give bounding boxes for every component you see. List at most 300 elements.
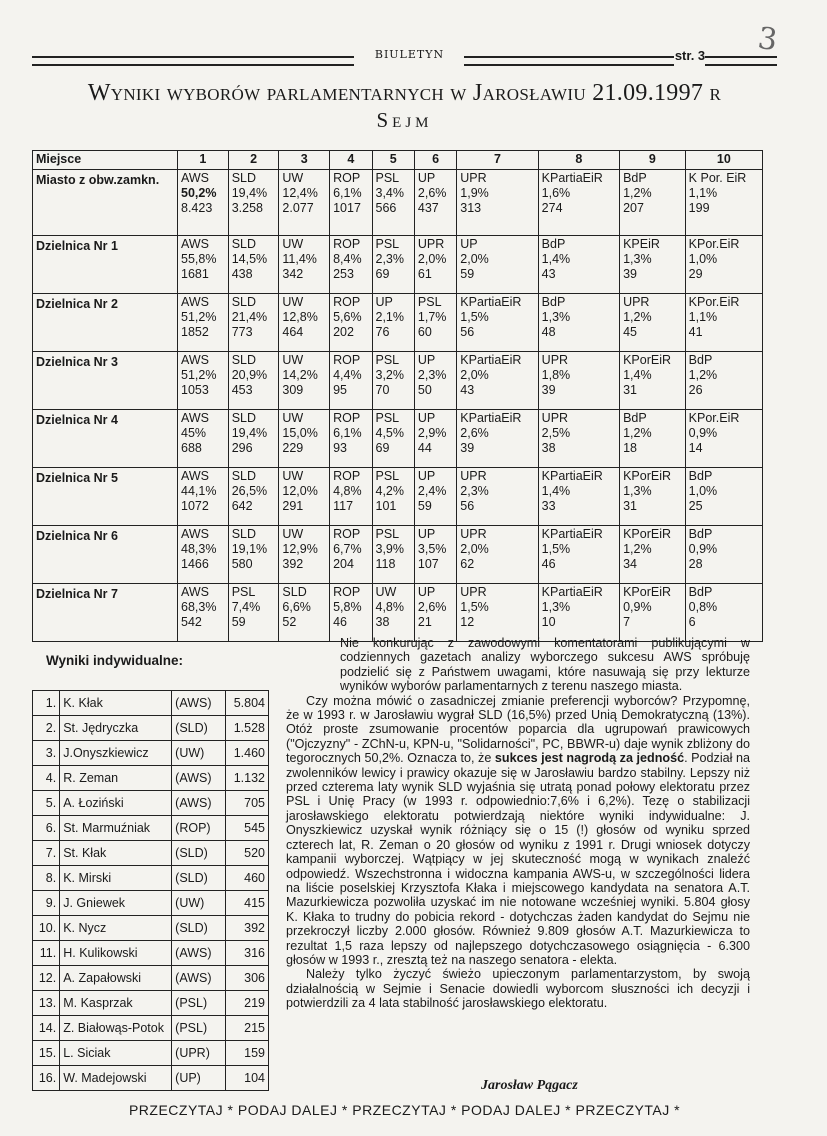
percent-value: 11,4%: [282, 252, 317, 266]
percent-value: 2,1%: [375, 310, 404, 324]
percent-value: 0,9%: [688, 426, 718, 440]
vote-count: 59: [231, 615, 246, 629]
percent-value: 2,3%: [460, 484, 489, 498]
percent-value: 2,6%: [460, 426, 489, 440]
result-cell: [178, 236, 229, 294]
result-cell: [178, 352, 229, 410]
vote-count: 199: [688, 201, 710, 215]
table-row: [33, 236, 763, 294]
percent-value: 1,4%: [623, 368, 652, 382]
vote-count: 38: [541, 441, 556, 455]
percent-value: 55,8%: [181, 252, 217, 266]
percent-value: 1,7%: [417, 310, 447, 324]
table-row: [33, 991, 269, 1016]
percent-value: 2,5%: [541, 426, 571, 440]
vote-count: 313: [460, 201, 482, 215]
vote-count: 39: [460, 441, 475, 455]
column-header: 6: [414, 151, 456, 170]
rank-number: 4.: [33, 766, 60, 791]
vote-count: 7: [623, 615, 631, 629]
party-name: ROP: [333, 469, 361, 483]
party-name: ROP: [333, 411, 361, 425]
percent-value: 1,3%: [541, 310, 571, 324]
percent-value: 4,5%: [375, 426, 404, 440]
candidate-party: (ROP): [172, 816, 225, 841]
result-cell: [178, 410, 229, 468]
vote-count: 61: [417, 267, 432, 281]
column-header: 5: [372, 151, 414, 170]
result-cell: [620, 294, 686, 352]
result-cell: [457, 468, 538, 526]
party-name: KPartiaEiR: [541, 171, 603, 185]
party-name: KPorEiR: [623, 469, 671, 483]
vote-count: 291: [282, 499, 304, 513]
vote-count: 69: [375, 441, 390, 455]
candidate-party: (AWS): [172, 941, 225, 966]
candidate-votes: 1.460: [225, 741, 268, 766]
header-rule: [464, 56, 674, 66]
candidate-votes: 5.804: [225, 691, 268, 716]
result-cell: [279, 236, 330, 294]
party-name: BdP: [541, 295, 566, 309]
party-name: UPR: [541, 411, 569, 425]
percent-value: 1,2%: [623, 426, 652, 440]
percent-value: 1,2%: [623, 542, 652, 556]
rank-number: 16.: [33, 1066, 60, 1091]
vote-count: 438: [231, 267, 253, 281]
party-name: SLD: [231, 469, 257, 483]
vote-count: 45: [623, 325, 637, 339]
percent-value: 8,4%: [333, 252, 362, 266]
column-header: 8: [538, 151, 619, 170]
percent-value: 2,0%: [460, 252, 489, 266]
rank-number: 11.: [33, 941, 60, 966]
party-name: BdP: [688, 353, 713, 367]
party-name: ROP: [333, 527, 361, 541]
party-name: ROP: [333, 237, 361, 251]
row-label: Dzielnica Nr 7: [33, 584, 178, 642]
vote-count: 43: [541, 267, 556, 281]
party-name: UPR: [623, 295, 650, 309]
candidate-votes: 460: [225, 866, 268, 891]
party-name: SLD: [231, 295, 257, 309]
result-cell: [330, 352, 372, 410]
table-row: [33, 1041, 269, 1066]
percent-value: 1,5%: [460, 600, 489, 614]
result-cell: [330, 584, 372, 642]
result-cell: [228, 294, 279, 352]
party-name: BdP: [541, 237, 566, 251]
result-cell: [372, 294, 414, 352]
result-cell: [279, 410, 330, 468]
candidate-party: (PSL): [172, 991, 225, 1016]
vote-count: 253: [333, 267, 354, 281]
vote-count: 39: [541, 383, 556, 397]
individual-results-title: Wyniki indywidualne:: [46, 653, 184, 668]
vote-count: 34: [623, 557, 637, 571]
bulletin-label: BIULETYN: [374, 48, 445, 61]
candidate-party: (UW): [172, 741, 225, 766]
row-label: Miasto z obw.zamkn.: [33, 170, 178, 236]
party-name: K Por. EiR: [688, 171, 747, 185]
table-row: [33, 791, 269, 816]
candidate-votes: 104: [225, 1066, 268, 1091]
row-label: Dzielnica Nr 3: [33, 352, 178, 410]
percent-value: 1,2%: [623, 186, 652, 200]
percent-value: 5,6%: [333, 310, 362, 324]
party-name: KPartiaEiR: [541, 585, 603, 599]
vote-count: 12: [460, 615, 475, 629]
party-name: PSL: [375, 353, 400, 367]
rank-number: 3.: [33, 741, 60, 766]
result-cell: [372, 410, 414, 468]
column-header: 1: [178, 151, 229, 170]
party-name: UW: [282, 295, 304, 309]
vote-count: 28: [688, 557, 703, 571]
candidate-votes: 306: [225, 966, 268, 991]
candidate-party: (AWS): [172, 791, 225, 816]
percent-value: 14,5%: [231, 252, 268, 266]
percent-value: 1,5%: [541, 542, 571, 556]
percent-value: 1,3%: [623, 484, 652, 498]
result-cell: [372, 526, 414, 584]
party-name: KPartiaEiR: [460, 411, 522, 425]
percent-value: 2,6%: [417, 600, 447, 614]
party-name: BdP: [688, 469, 713, 483]
result-cell: [279, 352, 330, 410]
percent-value: 5,8%: [333, 600, 362, 614]
result-cell: [538, 410, 619, 468]
result-cell: [620, 352, 686, 410]
percent-value: 2,9%: [417, 426, 447, 440]
party-name: SLD: [231, 527, 257, 541]
vote-count: 453: [231, 383, 253, 397]
candidate-votes: 215: [225, 1016, 268, 1041]
percent-value: 4,8%: [333, 484, 362, 498]
result-cell: [457, 526, 538, 584]
vote-count: 93: [333, 441, 348, 455]
vote-count: 18: [623, 441, 637, 455]
table-row: [33, 916, 269, 941]
party-name: KPorEiR: [623, 527, 671, 541]
percent-value: 12,4%: [282, 186, 318, 200]
vote-count: 62: [460, 557, 475, 571]
percent-value: 3,2%: [375, 368, 404, 382]
result-cell: [538, 170, 619, 236]
vote-count: 59: [460, 267, 475, 281]
article-text: . Podział na zwolenników lewicy i prawicy okazuje się w Jarosławiu bardzo stabilny. Lepszy niż przed czterema laty wynik SLD wyjaśnia się utratą ponad połowy elektoratu przez PSL i Unię Pracy (w 1993 r. odpowiednio:7,6% i 6,2%). Tezę o stabilizacji jarosławskiego elektoratu potwierdzają niektóre wyniki indywidualne: J. Onyszkiewicz uzyskał wynik różniący się o 15 (!) głosów od wyniku sprzed czterech lat, R. Zeman o 20 głosów od wyniku z 1991 r. Drugi wniosek dotyczy kampanii wyborczej. Wątpiący w jej skuteczność mogą w wynikach znaleźć odpowiedź. Wszechstronna i widoczna kampania AWS-u, w szczególności lidera na liście poselskiej Krzysztofa Kłaka i miejscowego kandydata na senatora A.T. Mazurkiewicza pozwoliła uzyskać im nie notowane wcześniej wyniki. 5.804 głosy K. Kłaka to trudny do pobicia rekord - dotychczas żaden kandydat do Sejmu nie przekroczył liczby 2.000 głosów. Również 9.809 głosów A.T. Mazurkiewicza to rezultat 1,5 raza lepszy od najlepszego dotychczasowego osiągnięcia - 6.300 głosów w 1993 r., zresztą też na naszego senatora - elekta.: [286, 751, 751, 967]
candidate-name: Z. Białowąs-Potok: [60, 1016, 172, 1041]
vote-count: 688: [181, 441, 202, 455]
result-cell: [457, 352, 538, 410]
candidate-name: W. Madejowski: [60, 1066, 172, 1091]
candidate-party: (UP): [172, 1066, 225, 1091]
column-header-place: Miejsce: [33, 151, 178, 170]
party-name: ROP: [333, 295, 361, 309]
party-name: UP: [460, 237, 478, 251]
result-cell: [372, 170, 414, 236]
percent-value: 48,3%: [181, 542, 217, 556]
rank-number: 1.: [33, 691, 60, 716]
vote-count: 14: [688, 441, 703, 455]
result-cell: [457, 294, 538, 352]
candidate-votes: 159: [225, 1041, 268, 1066]
result-cell: [414, 468, 456, 526]
party-name: KPartiaEiR: [541, 527, 603, 541]
table-row: [33, 766, 269, 791]
percent-value: 1,2%: [623, 310, 652, 324]
vote-count: 50: [417, 383, 432, 397]
party-name: UPR: [460, 585, 487, 599]
percent-value: 1,3%: [623, 252, 652, 266]
table-row: [33, 941, 269, 966]
result-cell: [414, 526, 456, 584]
percent-value: 1,4%: [541, 484, 571, 498]
result-cell: [620, 410, 686, 468]
party-name: UW: [282, 171, 304, 185]
party-name: AWS: [181, 295, 210, 309]
party-name: PSL: [231, 585, 256, 599]
vote-count: 69: [375, 267, 390, 281]
vote-count: 60: [417, 325, 432, 339]
result-cell: [685, 294, 762, 352]
percent-value: 50,2%: [181, 186, 217, 200]
result-cell: [538, 352, 619, 410]
percent-value: 0,9%: [688, 542, 718, 556]
party-name: UP: [375, 295, 393, 309]
table-row: [33, 294, 763, 352]
vote-count: 1053: [181, 383, 209, 397]
vote-count: 204: [333, 557, 354, 571]
article-paragraph: Nie konkurując z zawodowymi komentatorami publikującymi w codziennych gazetach analizy wyborczego sukcesu AWS spróbuję podzielić się z Państwem uwagami, które nasuwają się przy lekturze wyników wyborów parlamentarnych z terenu naszego miasta.: [340, 636, 750, 694]
candidate-name: R. Zeman: [60, 766, 172, 791]
result-cell: [228, 410, 279, 468]
candidate-party: (PSL): [172, 1016, 225, 1041]
percent-value: 2,0%: [417, 252, 447, 266]
candidate-name: J.Onyszkiewicz: [60, 741, 172, 766]
vote-count: 39: [623, 267, 637, 281]
result-cell: [414, 410, 456, 468]
vote-count: 342: [282, 267, 304, 281]
rank-number: 15.: [33, 1041, 60, 1066]
article-emphasis: sukces jest nagrodą za jedność: [494, 751, 685, 766]
percent-value: 21,4%: [231, 310, 268, 324]
result-cell: [620, 236, 686, 294]
article-paragraph: [286, 694, 750, 968]
party-name: UP: [417, 469, 436, 483]
result-cell: [457, 410, 538, 468]
column-header: 9: [620, 151, 686, 170]
result-cell: [620, 468, 686, 526]
percent-value: 68,3%: [181, 600, 217, 614]
vote-count: 26: [688, 383, 703, 397]
party-name: UP: [417, 527, 436, 541]
result-cell: [228, 526, 279, 584]
percent-value: 6,1%: [333, 426, 362, 440]
percent-value: 26,5%: [231, 484, 268, 498]
party-name: KPEiR: [623, 237, 660, 251]
result-cell: [178, 170, 229, 236]
party-name: KPor.EiR: [688, 295, 740, 309]
party-name: PSL: [375, 527, 400, 541]
table-row: [33, 170, 763, 236]
result-cell: [414, 584, 456, 642]
page-header: [32, 48, 777, 68]
result-cell: [228, 352, 279, 410]
party-name: SLD: [231, 411, 257, 425]
party-name: BdP: [688, 527, 713, 541]
table-row: [33, 691, 269, 716]
vote-count: 38: [375, 615, 390, 629]
results-table: [32, 150, 763, 642]
result-cell: [685, 584, 762, 642]
percent-value: 4,8%: [375, 600, 404, 614]
vote-count: 309: [282, 383, 304, 397]
result-cell: [414, 352, 456, 410]
result-cell: [178, 526, 229, 584]
party-name: SLD: [231, 353, 257, 367]
result-cell: [372, 468, 414, 526]
rank-number: 10.: [33, 916, 60, 941]
vote-count: 1852: [181, 325, 209, 339]
party-name: UP: [417, 411, 436, 425]
party-name: UW: [282, 237, 304, 251]
result-cell: [457, 170, 538, 236]
table-row: [33, 716, 269, 741]
party-name: PSL: [417, 295, 442, 309]
party-name: KPor.EiR: [688, 411, 740, 425]
vote-count: 8.423: [181, 201, 213, 215]
party-name: KPartiaEiR: [460, 353, 522, 367]
party-name: SLD: [231, 237, 257, 251]
table-row: [33, 866, 269, 891]
percent-value: 6,7%: [333, 542, 362, 556]
candidate-name: A. Zapałowski: [60, 966, 172, 991]
candidate-name: K. Mirski: [60, 866, 172, 891]
vote-count: 107: [417, 557, 439, 571]
vote-count: 59: [417, 499, 432, 513]
party-name: BdP: [623, 171, 647, 185]
vote-count: 31: [623, 499, 637, 513]
table-row: [33, 891, 269, 916]
party-name: ROP: [333, 585, 361, 599]
party-name: AWS: [181, 237, 210, 251]
candidate-votes: 392: [225, 916, 268, 941]
header-rule: [705, 56, 777, 66]
result-cell: [279, 294, 330, 352]
vote-count: 1466: [181, 557, 209, 571]
result-cell: [620, 526, 686, 584]
result-cell: [228, 468, 279, 526]
percent-value: 19,4%: [231, 426, 268, 440]
percent-value: 1,8%: [541, 368, 571, 382]
vote-count: 29: [688, 267, 703, 281]
page-subtitle: Sejm: [376, 108, 433, 132]
candidate-party: (SLD): [172, 841, 225, 866]
vote-count: 392: [282, 557, 304, 571]
party-name: UPR: [417, 237, 445, 251]
percent-value: 45%: [181, 426, 207, 440]
candidate-votes: 520: [225, 841, 268, 866]
table-row: [33, 410, 763, 468]
vote-count: 117: [333, 499, 354, 513]
result-cell: [457, 584, 538, 642]
vote-count: 48: [541, 325, 556, 339]
vote-count: 1072: [181, 499, 209, 513]
vote-count: 274: [541, 201, 563, 215]
vote-count: 6: [688, 615, 696, 629]
vote-count: 207: [623, 201, 644, 215]
party-name: AWS: [181, 469, 210, 483]
vote-count: 46: [333, 615, 348, 629]
result-cell: [538, 526, 619, 584]
vote-count: 25: [688, 499, 703, 513]
vote-count: 95: [333, 383, 348, 397]
candidate-name: K. Kłak: [60, 691, 172, 716]
percent-value: 2,0%: [460, 368, 489, 382]
vote-count: 3.258: [231, 201, 263, 215]
percent-value: 2,6%: [417, 186, 447, 200]
vote-count: 1017: [333, 201, 361, 215]
vote-count: 118: [375, 557, 396, 571]
header-rule: [32, 56, 354, 66]
result-cell: [685, 410, 762, 468]
vote-count: 56: [460, 499, 475, 513]
result-cell: [330, 236, 372, 294]
vote-count: 2.077: [282, 201, 314, 215]
candidate-votes: 1.132: [225, 766, 268, 791]
vote-count: 43: [460, 383, 475, 397]
percent-value: 1,5%: [460, 310, 489, 324]
result-cell: [538, 584, 619, 642]
candidate-votes: 545: [225, 816, 268, 841]
result-cell: [178, 584, 229, 642]
page-number: str. 3: [674, 48, 706, 63]
vote-count: 202: [333, 325, 354, 339]
vote-count: 101: [375, 499, 397, 513]
party-name: UW: [282, 411, 304, 425]
vote-count: 464: [282, 325, 304, 339]
result-cell: [330, 294, 372, 352]
result-cell: [330, 526, 372, 584]
result-cell: [414, 170, 456, 236]
individual-results-table: [32, 690, 269, 1091]
percent-value: 2,4%: [417, 484, 447, 498]
percent-value: 1,0%: [688, 252, 718, 266]
percent-value: 1,1%: [688, 310, 718, 324]
vote-count: 229: [282, 441, 304, 455]
percent-value: 15,0%: [282, 426, 318, 440]
result-cell: [330, 468, 372, 526]
column-header: 2: [228, 151, 279, 170]
vote-count: 566: [375, 201, 397, 215]
candidate-votes: 316: [225, 941, 268, 966]
party-name: UP: [417, 353, 436, 367]
percent-value: 12,0%: [282, 484, 318, 498]
table-row: [33, 841, 269, 866]
vote-count: 31: [623, 383, 637, 397]
vote-count: 46: [541, 557, 556, 571]
party-name: KPor.EiR: [688, 237, 740, 251]
candidate-name: St. Kłak: [60, 841, 172, 866]
percent-value: 2,3%: [375, 252, 404, 266]
candidate-name: H. Kulikowski: [60, 941, 172, 966]
percent-value: 6,6%: [282, 600, 311, 614]
candidate-name: St. Jędryczka: [60, 716, 172, 741]
party-name: UW: [282, 527, 304, 541]
result-cell: [330, 410, 372, 468]
vote-count: 76: [375, 325, 390, 339]
